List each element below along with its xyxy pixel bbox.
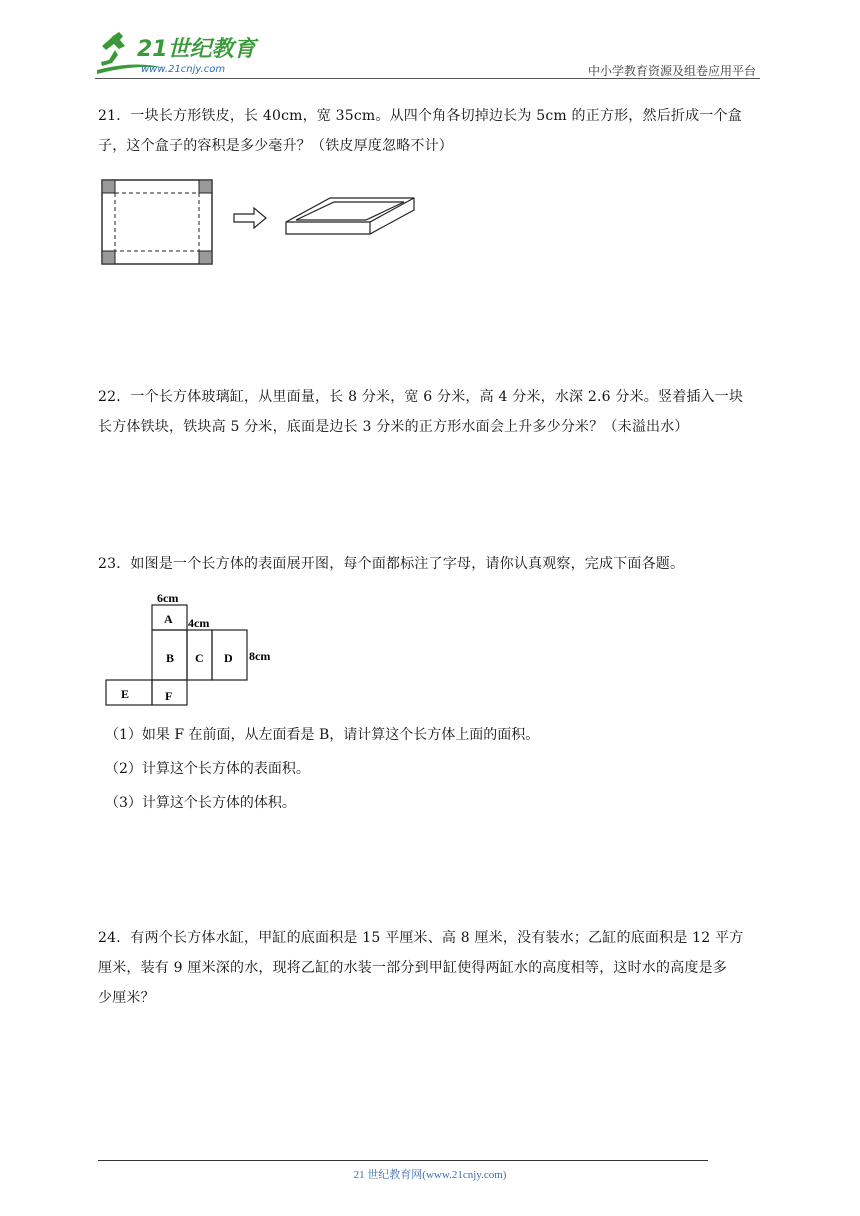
- corner-square: [102, 251, 115, 264]
- runner-icon: [101, 32, 125, 66]
- question-23-sub-3: （3）计算这个长方体的体积。: [105, 795, 296, 811]
- question-24-line-1: 24．有两个长方体水缸，甲缸的底面积是 15 平厘米、高 8 厘米，没有装水；乙缸的底面积是 12 平方: [98, 930, 744, 946]
- footer-link[interactable]: 21 世纪教育网(www.21cnjy.com): [353, 1169, 507, 1181]
- net-label-a: A: [164, 612, 173, 626]
- platform-name: 中小学教育资源及组卷应用平台: [587, 64, 756, 78]
- corner-square: [199, 180, 212, 193]
- question-23: [98, 549, 766, 579]
- question-21-line-1: 21．一块长方形铁皮，长 40cm，宽 35cm。从四个角各切掉边长为 5cm 的正方形，然后折成一个盒: [98, 108, 742, 124]
- net-label-e: E: [121, 687, 130, 701]
- box-drawing: [286, 198, 414, 234]
- question-23-sub-2: （2）计算这个长方体的表面积。: [105, 761, 310, 777]
- question-24-line-2: 厘米，装有 9 厘米深的水，现将乙缸的水装一部分到甲缸使得两缸水的高度相等，这时水的高度是多: [98, 960, 728, 976]
- header-divider: [95, 78, 760, 79]
- question-24-line-3: 少厘米？: [98, 990, 155, 1006]
- question-22-line-1: 22．一个长方体玻璃缸，从里面量，长 8 分米，宽 6 分米，高 4 分米，水深 2.6 分米。竖着插入一块: [98, 389, 744, 405]
- question-23-sub-1: （1）如果 F 在前面，从左面看是 B，请计算这个长方体上面的面积。: [105, 727, 540, 743]
- question-21-figure: [98, 176, 428, 270]
- net-dim-side: 8cm: [249, 649, 271, 663]
- corner-square: [102, 180, 115, 193]
- fold-line: [115, 193, 199, 251]
- question-22-line-2: 长方体铁块，铁块高 5 分米，底面是边长 3 分米的正方形水面会上升多少分米？（未溢出水）: [98, 419, 689, 435]
- net-label-c: C: [195, 651, 204, 665]
- site-logo: [95, 30, 265, 76]
- question-24: [98, 923, 766, 1013]
- question-23-line-1: 23．如图是一个长方体的表面展开图，每个面都标注了字母，请你认真观察，完成下面各题。: [98, 556, 685, 572]
- net-label-f: F: [165, 689, 173, 703]
- net-label-b: B: [166, 651, 175, 665]
- net-dim-mid: 4cm: [188, 616, 210, 630]
- logo-url: www.21cnjy.com: [141, 64, 226, 75]
- arrow-right-icon: [234, 208, 266, 228]
- corner-square: [199, 251, 212, 264]
- logo-text: 21世纪教育: [137, 37, 256, 62]
- question-21: [98, 101, 766, 161]
- page-header: [95, 30, 760, 80]
- cuboid-net-figure: [100, 589, 290, 709]
- net-dim-top: 6cm: [157, 591, 179, 605]
- net-label-d: D: [224, 651, 233, 665]
- question-21-line-2: 子，这个盒子的容积是多少毫升？（铁皮厚度忽略不计）: [98, 138, 453, 154]
- question-22: [98, 382, 766, 442]
- footer-divider: [98, 1160, 708, 1161]
